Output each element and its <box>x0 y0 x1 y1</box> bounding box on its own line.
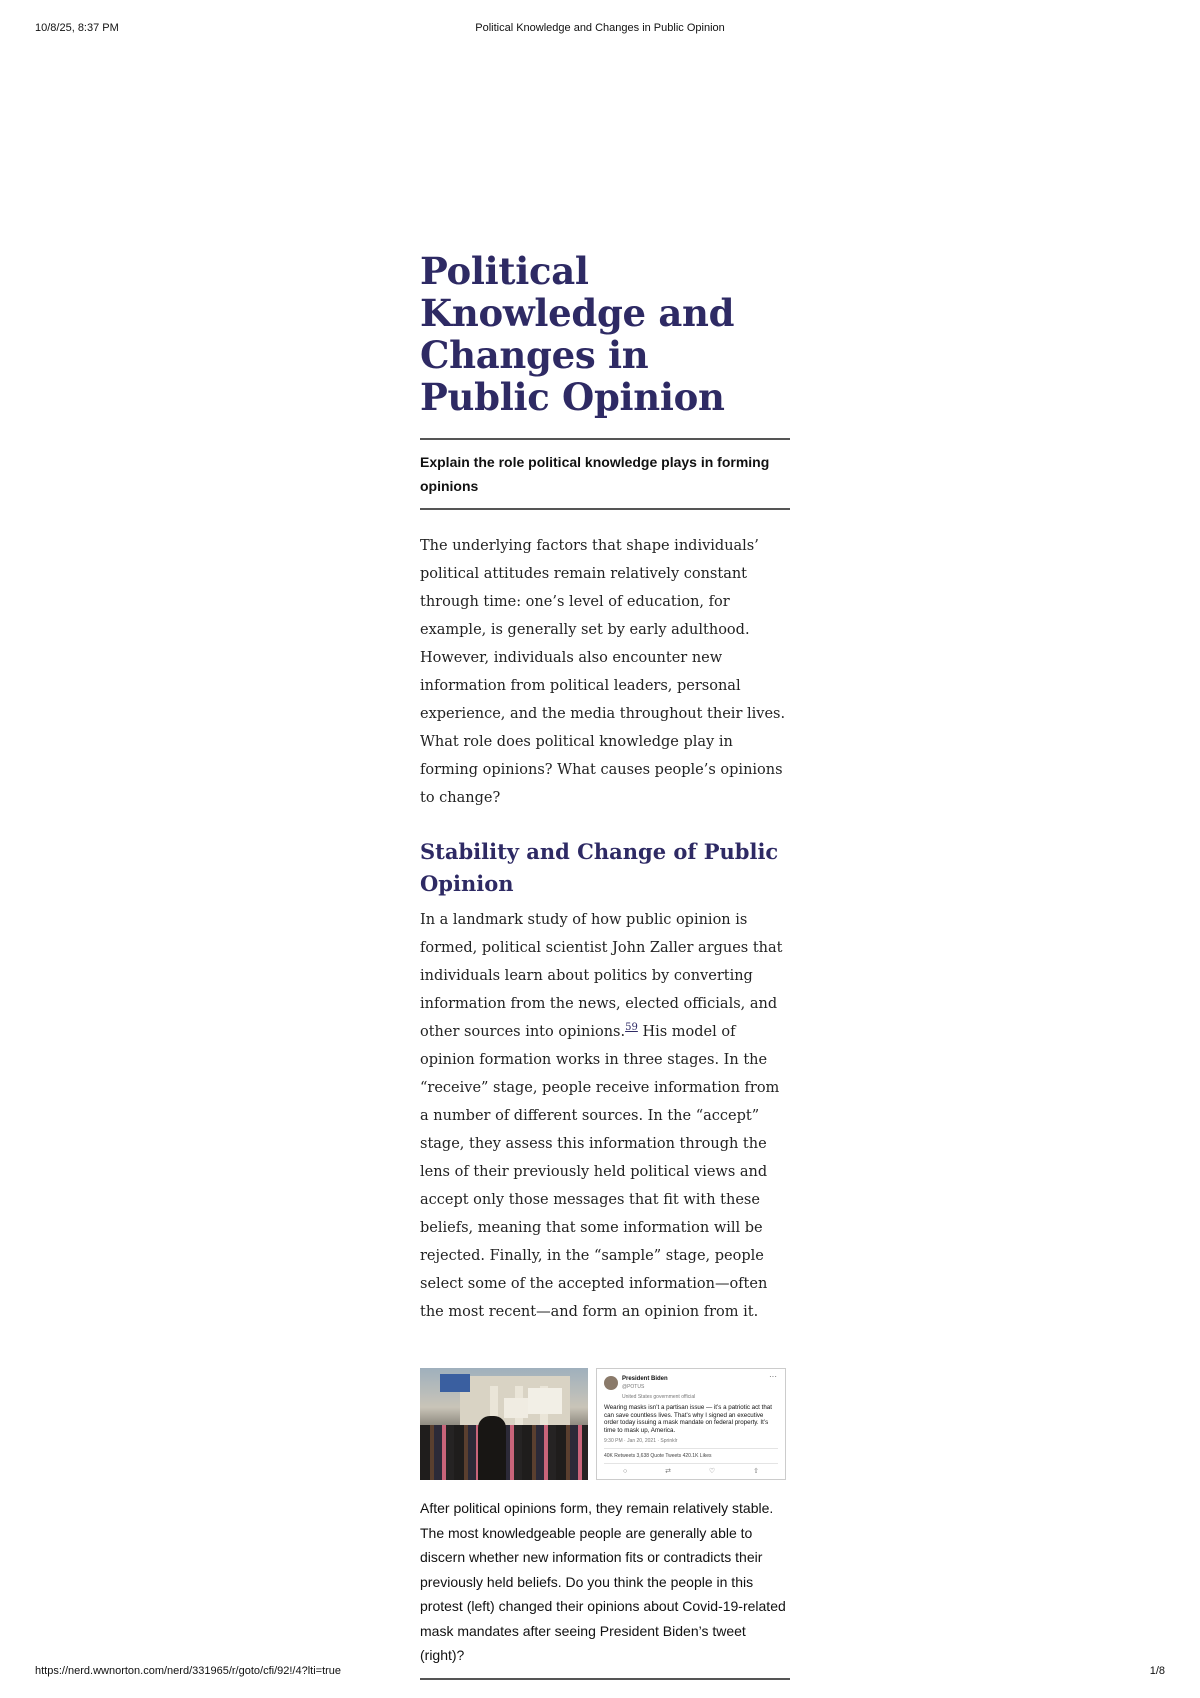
like-icon: ♡ <box>708 1468 716 1475</box>
learning-objective: Explain the role political knowledge plays in forming opinions <box>420 438 790 510</box>
retweet-icon: ⇄ <box>665 1468 671 1475</box>
protest-photo <box>420 1368 588 1480</box>
print-page-title: Political Knowledge and Changes in Public Opinion <box>475 22 725 34</box>
tweet-screenshot <box>596 1368 786 1480</box>
paragraph-text-start: In a landmark study of how public opinion is formed, political scientist John Zaller argues that individuals learn about politics by converting information from the news, elected officials, and other sources into opinions. <box>420 912 783 1040</box>
avatar <box>604 1376 618 1390</box>
more-options-icon: ··· <box>769 1372 777 1381</box>
share-icon: ⇧ <box>753 1468 759 1475</box>
reply-icon: ○ <box>622 1468 628 1475</box>
tweet-text: Wearing masks isn’t a partisan issue — it’s a patriotic act that can save countless lives. That’s why I signed an executive order today issuing a mask mandate on federal property. It’s time to mask up, America. <box>604 1404 772 1434</box>
intro-paragraph: The underlying factors that shape individuals’ political attitudes remain relatively constant through time: one’s level of education, for example, is generally set by early adulthood. However, individuals also encounter new information from political leaders, personal experience, and the media throughout their lives. What role does political knowledge play in forming opinions? What causes people’s opinions to change? <box>420 538 786 806</box>
paragraph-text-end: His model of opinion formation works in three stages. In the “receive” stage, people receive information from a number of different sources. In the “accept” stage, they assess this information through the lens of their previously held political views and accept only those messages that fit with these beliefs, meaning that some information will be rejected. Finally, in the “sample” stage, people select some of the accepted information—often the most recent—and form an opinion from it. <box>420 1024 780 1320</box>
footnote-link[interactable]: 59 <box>625 1022 638 1034</box>
print-page-count: 1/8 <box>1149 1665 1165 1677</box>
tweet-stats: 40K Retweets 3,638 Quote Tweets 420.1K Likes <box>604 1452 778 1464</box>
article-column <box>420 250 790 1680</box>
tweet-author-name: President Biden <box>622 1376 668 1382</box>
section-paragraph <box>420 906 790 1326</box>
section-heading: Stability and Change of Public Opinion <box>420 839 779 896</box>
figure-caption: After political opinions form, they remain relatively stable. The most knowledgeable people are generally able to discern whether new information fits or contradicts their previously held beliefs. Do you think the people in this protest (left) changed their opinions about Covid-19-related mask mandates after seeing President Biden’s tweet (right)? <box>420 1496 790 1680</box>
print-datetime: 10/8/25, 8:37 PM <box>35 22 119 34</box>
figure-images <box>420 1368 790 1480</box>
print-url: https://nerd.wwnorton.com/nerd/331965/r/goto/cfi/92!/4?lti=true <box>35 1665 342 1677</box>
tweet-gov-label: United States government official <box>622 1394 696 1400</box>
tweet-author-handle: @POTUS <box>622 1384 645 1390</box>
article-title: Political Knowledge and Changes in Public Opinion <box>420 249 735 419</box>
tweet-timestamp: 9:30 PM · Jan 20, 2021 · Sprinklr <box>604 1437 778 1449</box>
